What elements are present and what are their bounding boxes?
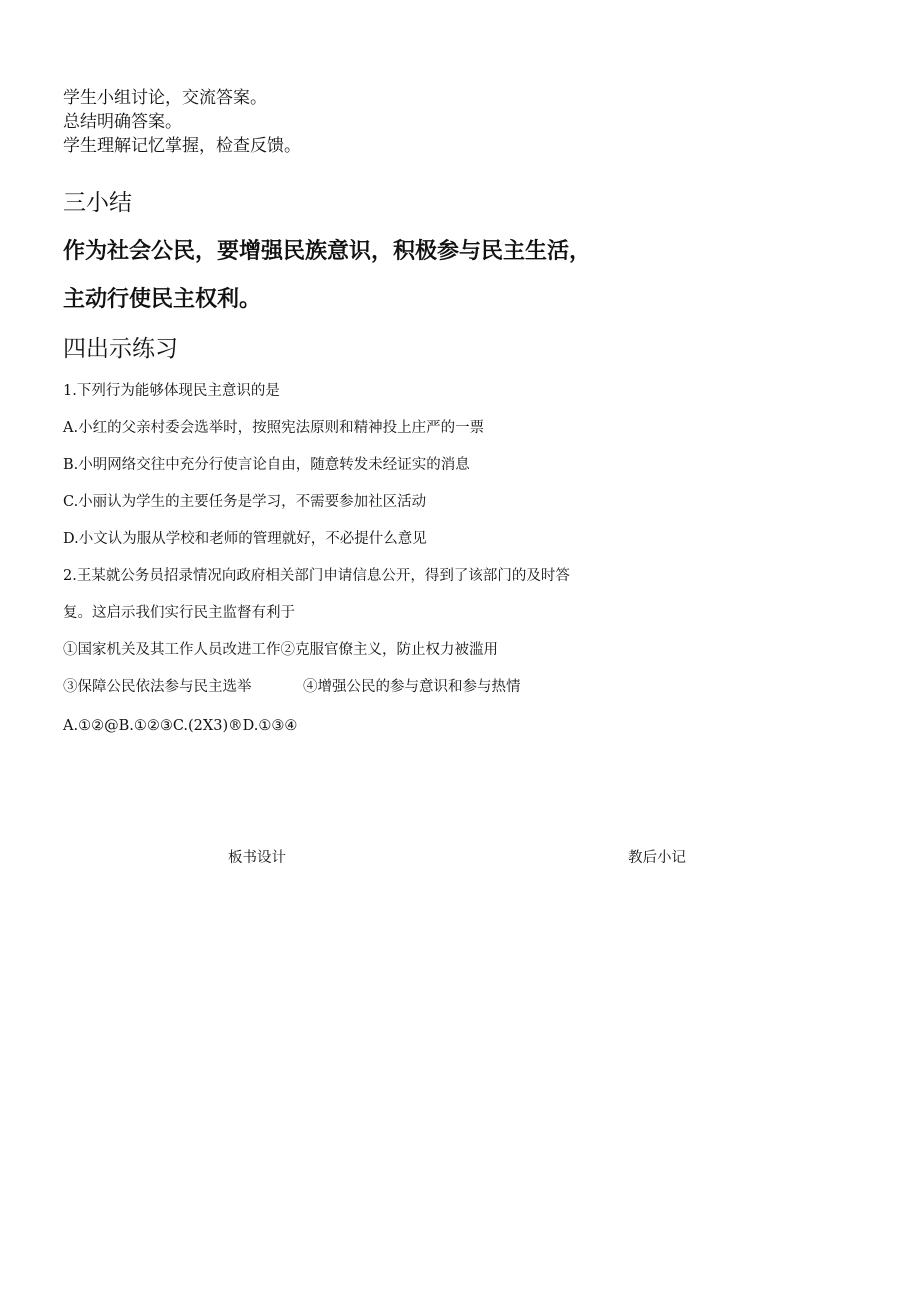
intro-line-2: 总结明确答案。 xyxy=(63,112,182,132)
q2-stem-line-1: 2.王某就公务员招录情况向政府相关部门申请信息公开，得到了该部门的及时答 xyxy=(63,568,570,584)
q2-stem-line-2: 复。这启示我们实行民主监督有利于 xyxy=(63,605,295,621)
q1-option-a: A.小红的父亲村委会选举时，按照宪法原则和精神投上庄严的一票 xyxy=(63,420,485,436)
q1-option-b: B.小明网络交往中充分行使言论自由，随意转发未经证实的消息 xyxy=(63,457,470,473)
q1-option-c: C.小丽认为学生的主要任务是学习，不需要参加社区活动 xyxy=(63,494,427,510)
section3-heading: 三小结 xyxy=(63,190,132,216)
summary-line-2: 主动行使民主权利。 xyxy=(63,287,262,312)
q2-item-3: ③保障公民依法参与民主选举 xyxy=(63,679,252,695)
q2-choices: A.①②@B.①②③C.(2X3)®D.①③④ xyxy=(63,718,298,734)
intro-line-1: 学生小组讨论，交流答案。 xyxy=(63,88,267,108)
q2-items-1-2: ①国家机关及其工作人员改进工作②克服官僚主义，防止权力被滥用 xyxy=(63,642,498,658)
section4-heading: 四出示练习 xyxy=(63,336,178,362)
footer-board-design: 板书设计 xyxy=(228,850,286,866)
footer-teaching-notes: 教后小记 xyxy=(628,850,686,866)
q1-stem: 1.下列行为能够体现民主意识的是 xyxy=(63,383,280,399)
q1-option-d: D.小文认为服从学校和老师的管理就好，不必提什么意见 xyxy=(63,531,427,547)
summary-line-1: 作为社会公民，要增强民族意识，积极参与民主生活， xyxy=(63,239,592,264)
q2-item-4: ④增强公民的参与意识和参与热情 xyxy=(303,679,521,695)
intro-line-3: 学生理解记忆掌握，检查反馈。 xyxy=(63,136,301,156)
